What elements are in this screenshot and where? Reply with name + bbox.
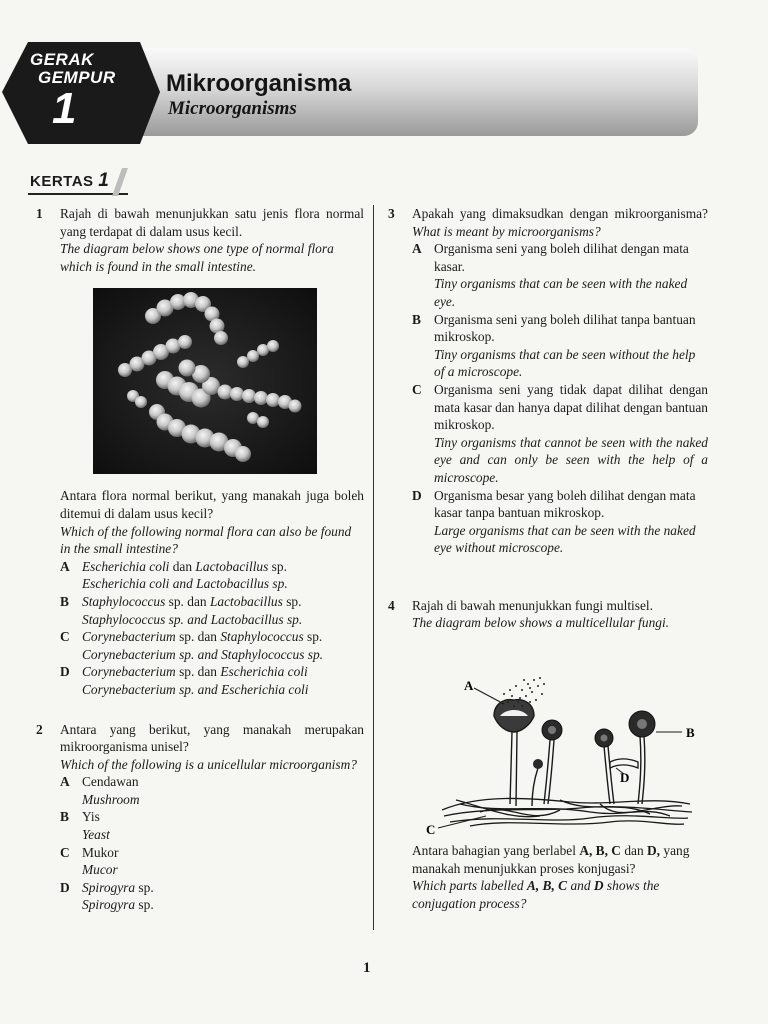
option-a[interactable]	[60, 558, 364, 593]
option-d[interactable]	[60, 879, 364, 914]
option-letter: D	[60, 879, 70, 895]
question-number: 2	[36, 721, 43, 737]
question-ask-ms: Antara bahagian yang berlabel A, B, C dan D, yang manakah menunjukkan proses konjugasi?	[412, 843, 690, 876]
question-ask-ms: Antara flora normal berikut, yang manakah juga boleh ditemui di dalam usus kecil?	[60, 488, 364, 521]
option-text-ms: Organisma seni yang boleh dilihat dengan mata kasar.	[434, 241, 689, 274]
option-text-en: Mushroom	[82, 791, 140, 807]
column-divider	[373, 205, 374, 930]
diagram-label-c: C	[426, 822, 436, 837]
question-number: 1	[36, 206, 43, 221]
page-title: Mikroorganisma	[166, 70, 352, 97]
option-text-ms: Cendawan	[82, 774, 139, 790]
option-text-en: Corynebacterium sp. and Escherichia coli	[82, 681, 309, 697]
question-stem-ms: Rajah di bawah menunjukkan fungi multisel.	[412, 597, 653, 613]
question-2	[36, 721, 364, 915]
fungi-diagram	[420, 676, 710, 844]
option-text-en: Large organisms that can be seen with the naked eye without microscope.	[434, 522, 696, 556]
question-stem-ms: Rajah di bawah menunjukkan satu jenis flora normal yang terdapat di dalam usus kecil.	[60, 206, 364, 239]
option-letter: A	[412, 241, 422, 257]
question-ask-en: Which parts labelled A, B, C and D shows the conjugation process?	[412, 878, 660, 911]
section-label-text: KERTAS	[30, 173, 94, 190]
option-letter: B	[60, 809, 69, 825]
option-a[interactable]	[60, 773, 364, 808]
option-d[interactable]	[60, 663, 364, 698]
diagram-label-a: A	[464, 678, 474, 693]
diagram-label-b: B	[686, 725, 695, 740]
option-letter: C	[60, 844, 70, 860]
option-text-en: Tiny organisms that can be seen without the help of a microscope.	[434, 346, 696, 380]
question-ask-en: Which of the following normal flora can also be found in the small intestine?	[60, 523, 352, 557]
option-b[interactable]	[412, 311, 708, 381]
chapter-header	[0, 0, 768, 150]
option-text-en: Yeast	[82, 827, 110, 843]
option-text-ms: Organisma seni yang tidak dapat dilihat dengan mata kasar dan hanya dapat dilihat dengan bantuan mikroskop.	[434, 381, 708, 433]
option-d[interactable]	[412, 487, 708, 557]
question-number: 4	[388, 597, 395, 613]
option-c[interactable]	[60, 628, 364, 663]
option-text-en: Tiny organisms that cannot be seen with the naked eye and can only be seen with the help of a microscope.	[434, 434, 708, 485]
option-text-en: Mucor	[82, 862, 118, 878]
option-letter: D	[412, 487, 422, 503]
option-letter: C	[412, 381, 422, 397]
badge-label-gerak: GERAK	[30, 50, 94, 69]
question-number: 3	[388, 206, 395, 221]
option-text-ms: Spirogyra sp.	[82, 879, 154, 895]
question-stem-en: The diagram below shows a multicellular fungi.	[412, 615, 670, 631]
option-text-ms: Corynebacterium sp. dan Escherichia coli	[82, 664, 308, 680]
question-stem-ms: Apakah yang dimaksudkan dengan mikroorganisma?	[412, 206, 708, 221]
question-3	[388, 205, 708, 557]
bacteria-micrograph-image	[93, 288, 317, 474]
option-b[interactable]	[60, 593, 364, 628]
option-text-ms: Mukor	[82, 844, 119, 860]
option-text-en: Staphylococcus sp. and Lactobacillus sp.	[82, 611, 303, 627]
option-text-en: Tiny organisms that can be seen with the naked eye.	[434, 276, 688, 309]
question-stem-en: What is meant by microorganisms?	[412, 223, 601, 239]
badge-number: 1	[52, 84, 77, 133]
option-text-ms: Staphylococcus sp. dan Lactobacillus sp.	[82, 593, 302, 609]
badge-label-gempur: GEMPUR	[38, 68, 116, 87]
option-b[interactable]	[60, 808, 364, 843]
option-letter: A	[60, 558, 70, 574]
question-stem-en: The diagram below shows one type of normal flora which is found in the small intestine.	[60, 241, 334, 274]
option-text-ms: Escherichia coli dan Lactobacillus sp.	[82, 558, 287, 574]
section-number: 1	[98, 170, 110, 191]
option-text-ms: Organisma seni yang boleh dilihat tanpa bantuan mikroskop.	[434, 311, 696, 345]
option-letter: A	[60, 774, 70, 790]
option-letter: B	[60, 593, 69, 609]
question-stem-en: Which of the following is a unicellular microorganism?	[60, 756, 357, 772]
option-letter: C	[60, 629, 70, 645]
option-c[interactable]	[60, 844, 364, 879]
page-number: 1	[363, 960, 371, 976]
section-label	[30, 170, 109, 192]
option-text-ms: Organisma besar yang boleh dilihat dengan mata kasar tanpa bantuan mikroskop.	[434, 487, 696, 521]
diagram-label-d: D	[620, 770, 630, 785]
option-text-ms: Yis	[82, 809, 100, 825]
question-stem-ms: Antara yang berikut, yang manakah merupakan mikroorganisma unisel?	[60, 721, 364, 755]
option-text-en: Escherichia coli and Lactobacillus sp.	[82, 576, 288, 592]
option-a[interactable]	[412, 240, 708, 310]
option-text-en: Corynebacterium sp. and Staphylococcus sp.	[82, 646, 324, 662]
option-letter: D	[60, 664, 70, 680]
option-letter: B	[412, 311, 421, 327]
option-c[interactable]	[412, 381, 708, 487]
page-subtitle: Microorganisms	[168, 98, 297, 119]
option-text-en: Spirogyra sp.	[82, 897, 154, 913]
option-text-ms: Corynebacterium sp. dan Staphylococcus sp.	[82, 629, 323, 645]
section-slash-decoration	[112, 168, 128, 196]
